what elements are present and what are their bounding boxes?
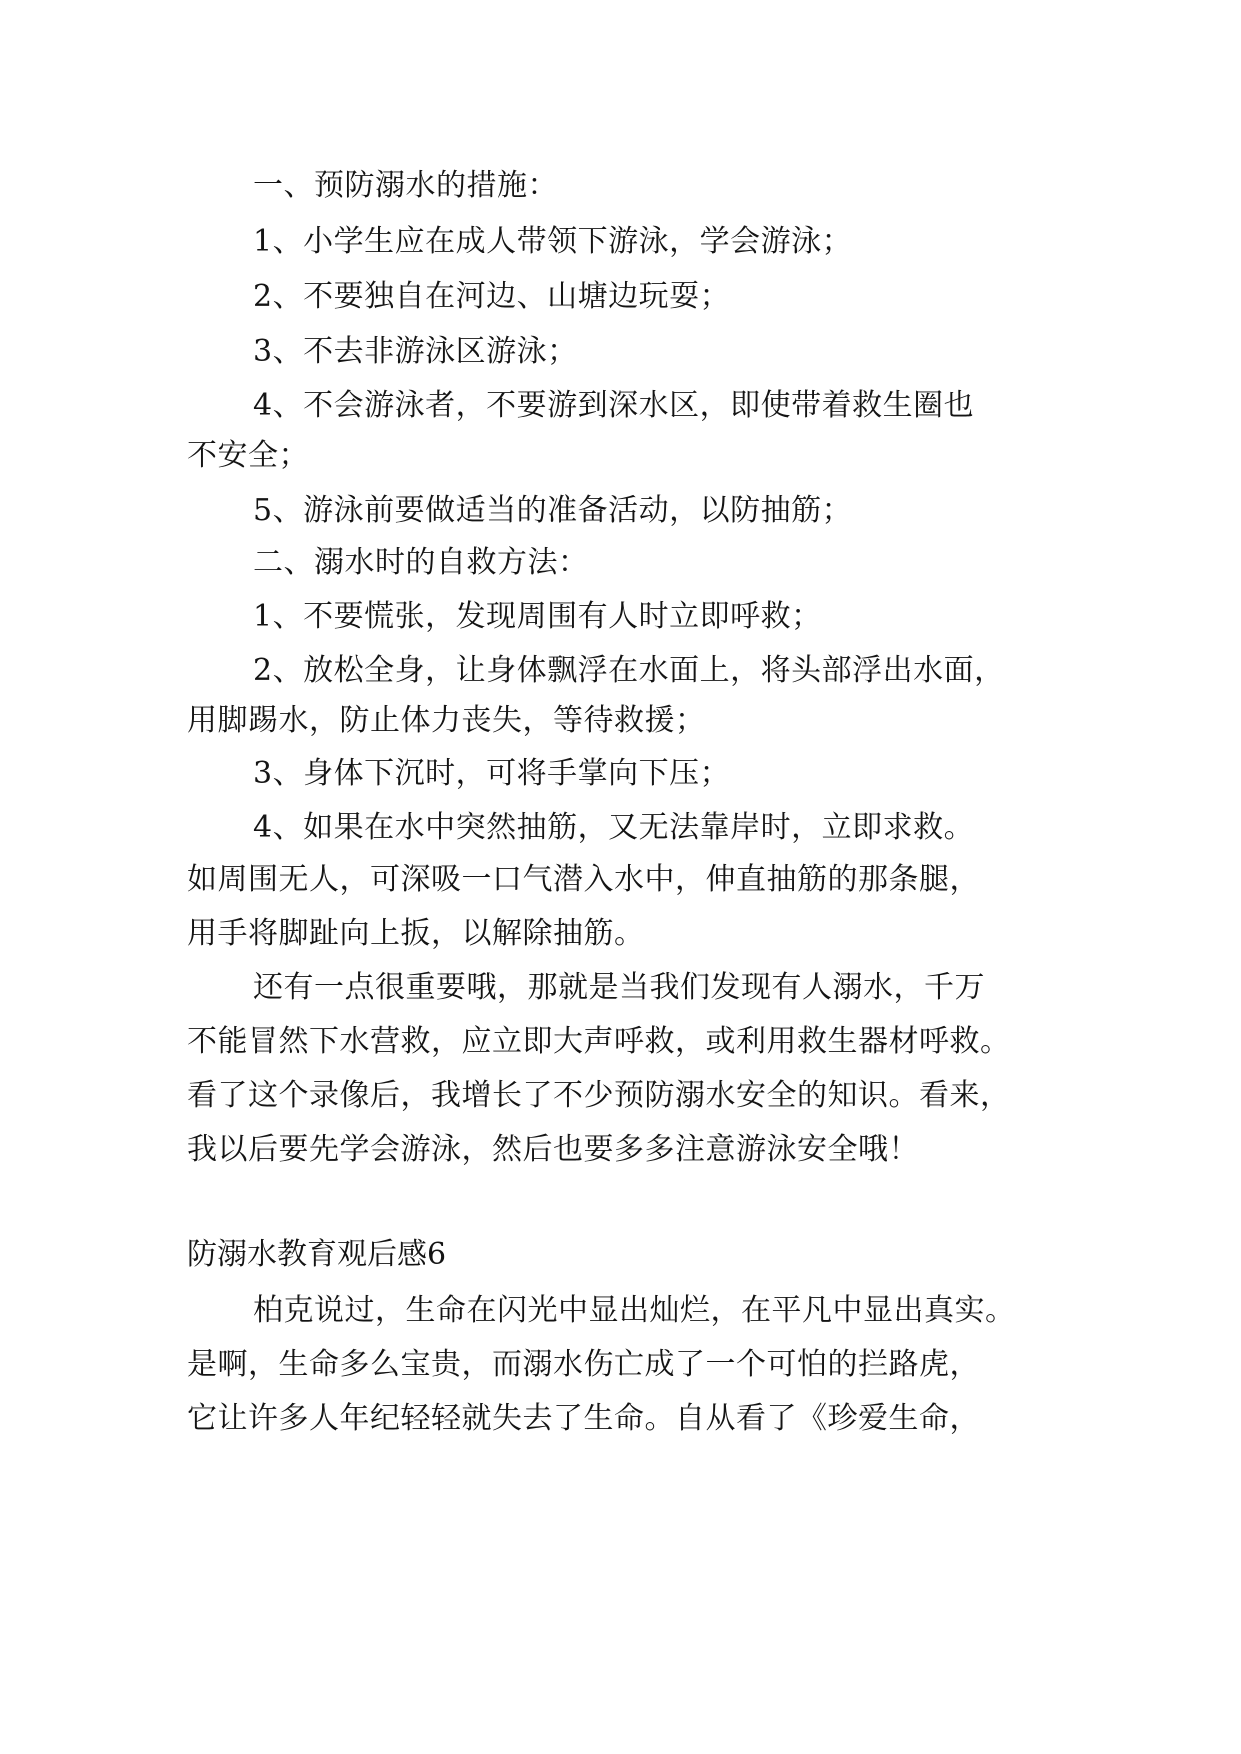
- text-line: 柏克说过，生命在闪光中显出灿烂，在平凡中显出真实。: [253, 1293, 1016, 1328]
- essay-title: 防溺水教育观后感6: [187, 1237, 447, 1272]
- text-line: 不安全；: [187, 438, 309, 473]
- text-line: 5、游泳前要做适当的准备活动，以防抽筋；: [253, 493, 853, 528]
- text-line: 我以后要先学会游泳，然后也要多多注意游泳安全哦！: [187, 1132, 919, 1167]
- text-line: 1、小学生应在成人带领下游泳，学会游泳；: [253, 224, 853, 259]
- section-heading-self-rescue: 二、溺水时的自救方法：: [253, 545, 589, 580]
- text-line: 3、不去非游泳区游泳；: [253, 334, 578, 369]
- text-line: 4、如果在水中突然抽筋，又无法靠岸时，立即求救。: [253, 810, 975, 845]
- text-line: 用手将脚趾向上扳，以解除抽筋。: [187, 916, 645, 951]
- text-line: 它让许多人年纪轻轻就失去了生命。自从看了《珍爱生命，: [187, 1401, 980, 1436]
- text-line: 2、放松全身，让身体飘浮在水面上，将头部浮出水面，: [253, 653, 1005, 688]
- section-heading-prevention: 一、预防溺水的措施：: [253, 168, 558, 203]
- text-line: 3、身体下沉时，可将手掌向下压；: [253, 756, 731, 791]
- text-line: 4、不会游泳者，不要游到深水区，即使带着救生圈也: [253, 388, 975, 423]
- text-line: 1、不要慌张，发现周围有人时立即呼救；: [253, 599, 822, 634]
- text-line: 是啊，生命多么宝贵，而溺水伤亡成了一个可怕的拦路虎，: [187, 1347, 980, 1382]
- text-line: 如周围无人，可深吸一口气潜入水中，伸直抽筋的那条腿，: [187, 862, 980, 897]
- text-line: 还有一点很重要哦，那就是当我们发现有人溺水，千万: [253, 970, 985, 1005]
- text-line: 用脚踢水，防止体力丧失，等待救援；: [187, 703, 706, 738]
- text-line: 2、不要独自在河边、山塘边玩耍；: [253, 279, 731, 314]
- text-line: 看了这个录像后，我增长了不少预防溺水安全的知识。看来，: [187, 1078, 1011, 1113]
- text-line: 不能冒然下水营救，应立即大声呼救，或利用救生器材呼救。: [187, 1024, 1011, 1059]
